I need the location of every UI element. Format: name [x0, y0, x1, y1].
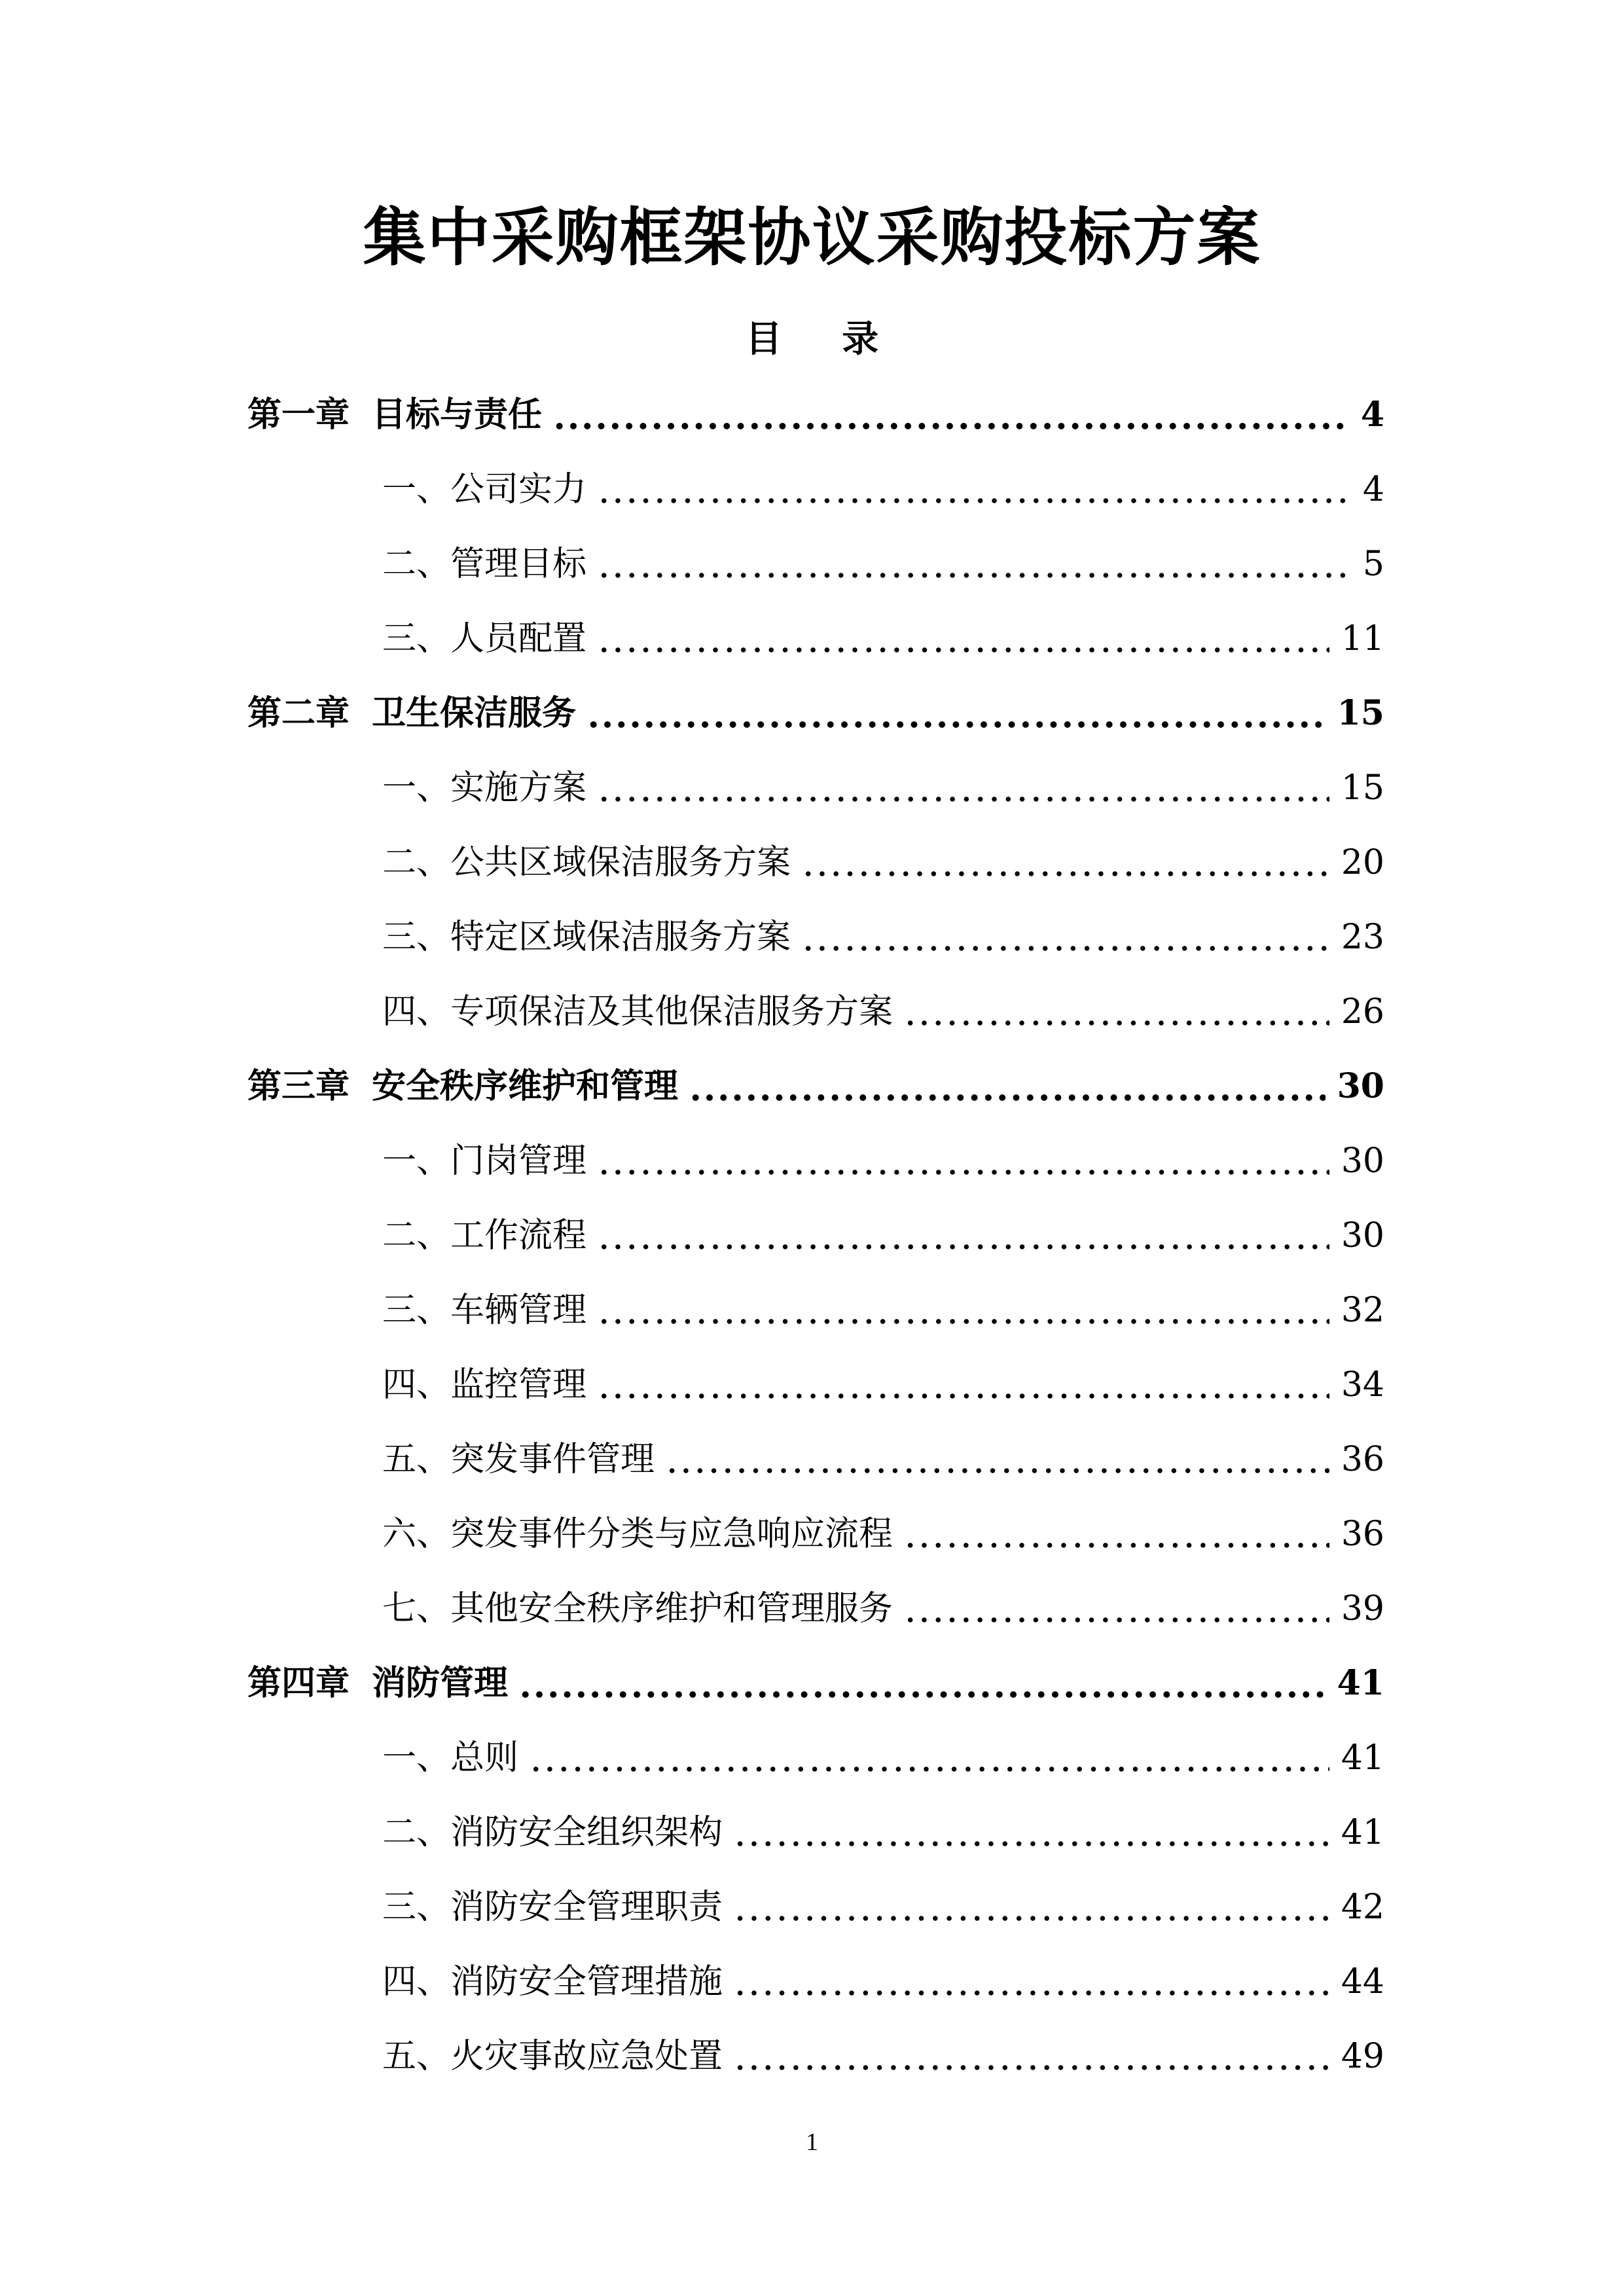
toc-entry-page: 41 — [1341, 1738, 1384, 1778]
toc-entry-title: 消防管理 — [372, 1663, 509, 1703]
toc-entry-chapter-2[interactable] — [247, 686, 1384, 741]
dot-leader — [903, 984, 1329, 1039]
toc-entry-page: 49 — [1341, 2037, 1384, 2076]
toc-entry-page: 44 — [1341, 1962, 1384, 2001]
toc-entry-page: 20 — [1341, 843, 1384, 882]
dot-leader — [597, 1208, 1329, 1263]
dot-leader — [733, 1880, 1329, 1935]
toc-entry-title: 三、车辆管理 — [382, 1291, 587, 1330]
toc-chapter-number: 第三章 — [247, 1066, 350, 1106]
dot-leader — [665, 1432, 1329, 1487]
toc-entry-page: 36 — [1341, 1440, 1384, 1479]
toc-entry-page: 4 — [1362, 470, 1384, 509]
toc-entry-title: 三、特定区域保洁服务方案 — [382, 918, 791, 957]
toc-entry-title: 五、火灾事故应急处置 — [382, 2037, 723, 2076]
dot-leader — [597, 1134, 1329, 1189]
toc-entry-section[interactable] — [382, 1357, 1384, 1412]
toc-entry-title: 三、人员配置 — [382, 619, 587, 658]
dot-leader — [597, 1283, 1329, 1338]
toc-entry-title: 一、总则 — [382, 1738, 519, 1778]
dot-leader — [529, 1731, 1329, 1785]
toc-chapter-number: 第四章 — [247, 1663, 350, 1703]
toc-entry-title: 四、消防安全管理措施 — [382, 1962, 723, 2001]
toc-entry-section[interactable] — [382, 1134, 1384, 1189]
toc-entry-title: 四、专项保洁及其他保洁服务方案 — [382, 992, 893, 1031]
toc-entry-title: 一、实施方案 — [382, 768, 587, 808]
dot-leader — [597, 462, 1351, 517]
toc-entry-page: 41 — [1341, 1813, 1384, 1852]
toc-entry-section[interactable] — [382, 1432, 1384, 1487]
page-number: 1 — [806, 2128, 818, 2156]
toc-entry-section[interactable] — [382, 2029, 1384, 2084]
toc-entry-page: 41 — [1337, 1663, 1384, 1703]
dot-leader — [801, 835, 1329, 890]
toc-entry-chapter-3[interactable] — [247, 1059, 1384, 1114]
toc-entry-section[interactable] — [382, 761, 1384, 816]
toc-entry-section[interactable] — [382, 835, 1384, 890]
toc-entry-title: 二、消防安全组织架构 — [382, 1813, 723, 1852]
toc-entry-title: 六、突发事件分类与应急响应流程 — [382, 1515, 893, 1554]
dot-leader — [733, 2029, 1329, 2084]
toc-entry-page: 30 — [1337, 1066, 1384, 1106]
toc-entry-title: 安全秩序维护和管理 — [372, 1066, 679, 1106]
toc-entry-page: 23 — [1341, 918, 1384, 957]
toc-entry-title: 三、消防安全管理职责 — [382, 1888, 723, 1927]
dot-leader — [597, 1357, 1329, 1412]
toc-entry-page: 5 — [1362, 545, 1384, 584]
toc-entry-title: 二、管理目标 — [382, 545, 587, 584]
toc-entry-title: 卫生保洁服务 — [372, 693, 577, 733]
dot-leader — [552, 387, 1349, 442]
toc-entry-section[interactable] — [382, 1208, 1384, 1263]
toc-entry-page: 34 — [1341, 1365, 1384, 1405]
dot-leader — [586, 686, 1326, 741]
toc-entry-page: 36 — [1341, 1515, 1384, 1554]
dot-leader — [801, 910, 1329, 965]
toc-entry-page: 15 — [1341, 768, 1384, 808]
toc-entry-page: 42 — [1341, 1888, 1384, 1927]
toc-entry-section[interactable] — [382, 1283, 1384, 1338]
toc-entry-page: 15 — [1337, 693, 1384, 733]
toc-chapter-number: 第二章 — [247, 693, 350, 733]
toc-entry-chapter-4[interactable] — [247, 1656, 1384, 1711]
dot-leader — [733, 1954, 1329, 2009]
dot-leader — [903, 1581, 1329, 1636]
toc-entry-title: 一、公司实力 — [382, 470, 587, 509]
toc-entry-section[interactable] — [382, 984, 1384, 1039]
toc-entry-page: 30 — [1341, 1216, 1384, 1255]
toc-entry-section[interactable] — [382, 1581, 1384, 1636]
toc-heading: 目 录 — [745, 317, 903, 361]
toc-entry-page: 26 — [1341, 992, 1384, 1031]
toc-entry-page: 39 — [1341, 1589, 1384, 1628]
toc-entry-title: 二、公共区域保洁服务方案 — [382, 843, 791, 882]
toc-entry-title: 目标与责任 — [372, 395, 543, 435]
toc-entry-page: 4 — [1360, 395, 1384, 435]
toc-entry-section[interactable] — [382, 1954, 1384, 2009]
toc-entry-title: 一、门岗管理 — [382, 1141, 587, 1181]
toc-entry-section[interactable] — [382, 462, 1384, 517]
dot-leader — [689, 1059, 1326, 1114]
toc-entry-section[interactable] — [382, 537, 1384, 592]
toc-entry-section[interactable] — [382, 611, 1384, 666]
toc-entry-section[interactable] — [382, 1805, 1384, 1860]
toc-entry-title: 二、工作流程 — [382, 1216, 587, 1255]
toc-entry-title: 四、监控管理 — [382, 1365, 587, 1405]
toc-entry-section[interactable] — [382, 1880, 1384, 1935]
toc-entry-section[interactable] — [382, 1731, 1384, 1785]
toc-entry-title: 七、其他安全秩序维护和管理服务 — [382, 1589, 893, 1628]
toc-entry-page: 32 — [1341, 1291, 1384, 1330]
toc-entry-chapter-1[interactable] — [247, 387, 1384, 442]
toc-entry-page: 11 — [1341, 619, 1384, 658]
dot-leader — [597, 537, 1351, 592]
dot-leader — [597, 611, 1329, 666]
toc-entry-section[interactable] — [382, 910, 1384, 965]
toc-entry-title: 五、突发事件管理 — [382, 1440, 655, 1479]
dot-leader — [597, 761, 1329, 816]
dot-leader — [518, 1656, 1326, 1711]
toc-chapter-number: 第一章 — [247, 395, 350, 435]
document-title: 集中采购框架协议采购投标方案 — [363, 200, 1261, 274]
dot-leader — [903, 1507, 1329, 1562]
toc-entry-page: 30 — [1341, 1141, 1384, 1181]
dot-leader — [733, 1805, 1329, 1860]
toc-entry-section[interactable] — [382, 1507, 1384, 1562]
